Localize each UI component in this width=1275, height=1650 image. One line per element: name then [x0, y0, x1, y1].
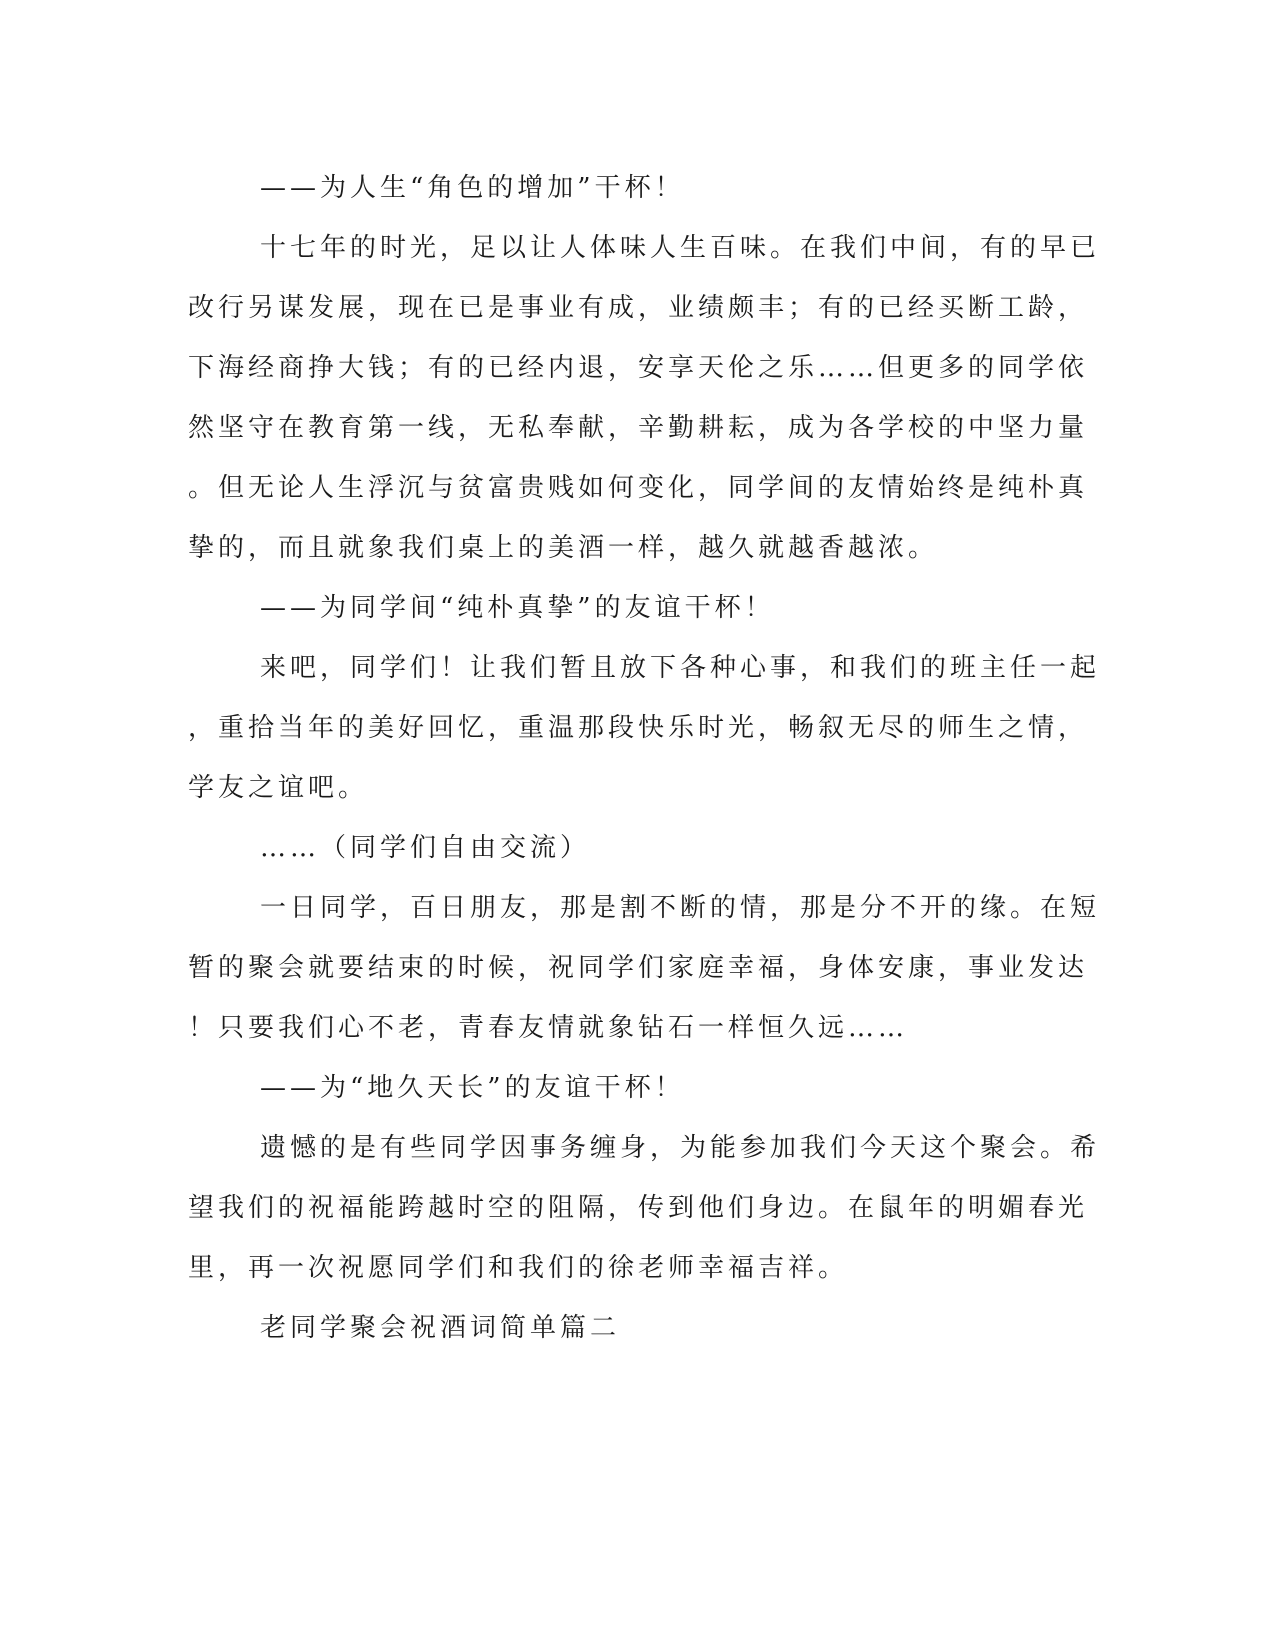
section-heading: 老同学聚会祝酒词简单篇二	[260, 1313, 621, 1343]
toast-line: ——为人生“角色的增加”干杯！	[260, 173, 685, 203]
toast-line: ——为“地久天长”的友谊干杯！	[260, 1073, 685, 1103]
paragraph-line: 十七年的时光，足以让人体味人生百味。在我们中间，有的早已	[260, 233, 1101, 263]
paragraph-line: ……（同学们自由交流）	[260, 833, 591, 863]
paragraph-line: ！只要我们心不老，青春友情就象钻石一样恒久远……	[188, 1013, 909, 1043]
paragraph-line: 。但无论人生浮沉与贫富贵贱如何变化，同学间的友情始终是纯朴真	[188, 473, 1089, 503]
paragraph-line: 里，再一次祝愿同学们和我们的徐老师幸福吉祥。	[188, 1253, 849, 1283]
paragraph-line: ，重拾当年的美好回忆，重温那段快乐时光，畅叙无尽的师生之情，	[188, 713, 1089, 743]
paragraph-line: 下海经商挣大钱；有的已经内退，安享天伦之乐……但更多的同学依	[188, 353, 1089, 383]
paragraph-line: 挚的，而且就象我们桌上的美酒一样，越久就越香越浓。	[188, 533, 939, 563]
paragraph-line: 一日同学，百日朋友，那是割不断的情，那是分不开的缘。在短	[260, 893, 1101, 923]
document-body	[188, 158, 1101, 1358]
toast-line: ——为同学间“纯朴真挚”的友谊干杯！	[260, 593, 775, 623]
paragraph-line: 改行另谋发展，现在已是事业有成，业绩颇丰；有的已经买断工龄，	[188, 293, 1089, 323]
paragraph-line: 望我们的祝福能跨越时空的阻隔，传到他们身边。在鼠年的明媚春光	[188, 1193, 1089, 1223]
paragraph-line: 暂的聚会就要结束的时候，祝同学们家庭幸福，身体安康，事业发达	[188, 953, 1089, 983]
paragraph-line: 遗憾的是有些同学因事务缠身，为能参加我们今天这个聚会。希	[260, 1133, 1101, 1163]
paragraph-line: 学友之谊吧。	[188, 773, 369, 803]
paragraph-line: 来吧，同学们！让我们暂且放下各种心事，和我们的班主任一起	[260, 653, 1101, 683]
paragraph-line: 然坚守在教育第一线，无私奉献，辛勤耕耘，成为各学校的中坚力量	[188, 413, 1089, 443]
